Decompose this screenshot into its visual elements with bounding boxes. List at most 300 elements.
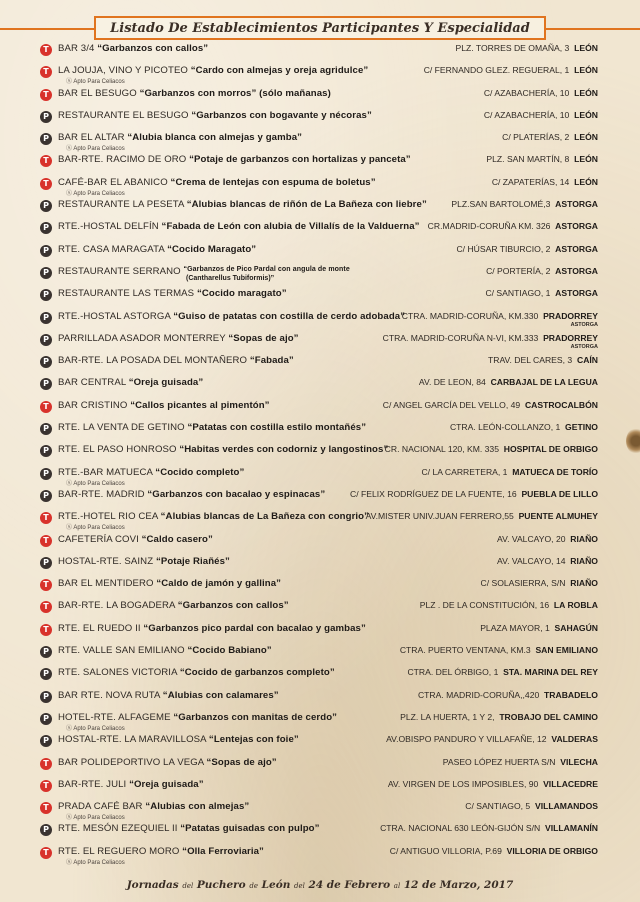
dish-name: “Fabada de León con alubia de Villalís de la Valduerna” [161,221,420,233]
entry-address [383,400,598,410]
footer-part: 12 de Marzo, 2017 [403,879,514,891]
establishment-name: RTE. EL RUEDO II [58,622,141,634]
establishment-name: RESTAURANTE LA PESETA [58,199,184,211]
title-wrap [0,16,640,40]
city-name: CARBAJAL DE LA LEGUA [490,377,598,388]
city-name: ASTORGA [555,243,598,254]
entry-main [58,199,427,210]
footer-part: Jornadas [126,879,179,891]
entry-main [58,623,366,634]
footer-part: León [261,879,291,891]
dish-name: “Lentejas con foie” [208,734,299,746]
plato-badge-icon: P [40,423,52,435]
establishment-list [36,41,600,866]
plato-badge-icon: P [40,668,52,680]
city-name: RIAÑO [570,578,598,589]
address-text: C/ PLATERÍAS, 2 [502,132,570,143]
establishment-name: BAR EL BESUGO [58,87,137,99]
entry-address [502,132,598,142]
list-item [36,108,600,130]
dish-name: “Patatas con costilla estilo montañés” [187,422,367,434]
plato-badge-icon: P [40,334,52,346]
establishment-name: HOSTAL-RTE. LA MARAVILLOSA [58,734,207,746]
establishment-name: HOSTAL-RTE. SAINZ [58,555,154,567]
city-name: VILECHA [560,756,598,767]
dish-name: “Fabada” [249,355,294,367]
entry-address [451,199,598,209]
entry-main [58,534,213,545]
entry-address [484,110,598,120]
entry-main [58,444,388,455]
page-title: Listado De Establecimientos Participantes Y Especialidad [94,16,546,40]
address-text: AV.OBISPO PANDURO Y VILLAFAÑE, 12 [386,734,547,745]
dish-name: “Potaje de garbanzos con hortalizas y panceta” [189,154,411,166]
footer-part: del [182,882,194,890]
tapa-badge-icon: T [40,66,52,78]
entry-main [58,467,244,478]
address-text: PLZ. SAN MARTÍN, 8 [486,154,570,165]
tapa-badge-icon: T [40,44,52,56]
city-name: VILLORIA DE ORBIGO [506,845,598,856]
city-name: PUENTE ALMUHEY [518,511,598,522]
address-text: AV.MISTER UNIV.JUAN FERRERO,55 [365,511,514,522]
city-name: LEÓN [574,132,598,143]
decorative-stain [626,428,640,454]
list-item [36,398,600,420]
entry-address [497,556,598,566]
entry-main [58,177,376,188]
dish-name: “Sopas de ajo” [206,756,277,768]
entry-main [58,132,302,143]
entry-address [456,43,598,53]
city-name: HOSPITAL DE ORBIGO [503,444,598,455]
celiac-note: Ⓢ Apto Para Celiacos [66,815,125,822]
dish-name: “Garbanzos con callos” [177,600,289,612]
list-item [36,755,600,777]
address-text: CTRA. LEÓN-COLLANZO, 1 [449,422,561,433]
dish-name: “Garbanzos con morros” (sólo mañanas) [139,87,331,99]
entry-main [58,333,299,344]
address-text: C/ HÚSAR TIBURCIO, 2 [456,243,551,254]
list-item [36,420,600,442]
tapa-badge-icon: T [40,624,52,636]
city-name: LEÓN [574,176,598,187]
entry-main [58,88,331,99]
establishment-name: BAR-RTE. RACIMO DE ORO [58,154,187,166]
entry-main [58,690,279,701]
city-name: TRABADELO [544,689,598,700]
establishment-name: RTE. LA VENTA DE GETINO [58,422,185,434]
establishment-name: RTE.-HOSTAL ASTORGA [58,310,171,322]
entry-main [58,734,299,745]
entry-address [385,444,598,454]
list-item [36,688,600,710]
celiac-note: Ⓢ Apto Para Celiacos [66,190,125,197]
city-name: ASTORGA [555,288,598,299]
entry-main [58,110,372,121]
city-name: ASTORGA [555,221,598,232]
establishment-name: BAR RTE. NOVA RUTA [58,689,161,701]
entry-address [488,355,598,365]
establishment-name: RESTAURANTE EL BESUGO [58,109,189,121]
city-name: SAN EMILIANO [535,645,598,656]
plato-badge-icon: P [40,490,52,502]
establishment-name: CAFETERÍA COVI [58,533,139,545]
address-text: C/ FERNANDO GLEZ. REGUERAL, 1 [423,65,570,76]
entry-main [58,578,281,589]
entry-address [386,734,598,744]
address-text: C/ LA CARRETERA, 1 [421,466,508,477]
entry-address [481,578,599,588]
entry-address [390,846,598,856]
entry-address [420,600,598,610]
list-item [36,197,600,219]
entry-main [58,489,325,500]
tapa-badge-icon: T [40,535,52,547]
entry-address [407,667,598,677]
address-text: C/ SANTIAGO, 5 [465,801,531,812]
establishment-name: BAR POLIDEPORTIVO LA VEGA [58,756,204,768]
plato-badge-icon: P [40,735,52,747]
city-name: LEÓN [574,43,598,53]
list-item [36,487,600,509]
list-item [36,532,600,554]
address-text: PASEO LÓPEZ HUERTA S/N [442,756,556,767]
city-name: LEÓN [574,109,598,120]
city-name: CAÍN [576,355,598,366]
tapa-badge-icon: T [40,601,52,613]
entry-address [428,221,598,231]
city-sub: ASTORGA [570,343,598,350]
city-name: RIAÑO [570,533,598,544]
entry-address [497,534,598,544]
list-item [36,665,600,687]
city-name: PUEBLA DE LILLO [521,488,598,499]
address-text: CTRA. DEL ÓRBIGO, 1 [407,667,499,678]
establishment-name: RTE. VALLE SAN EMILIANO [58,645,185,657]
dish-name: “Oreja guisada” [128,377,204,389]
entry-main [58,712,337,723]
establishment-name: BAR EL MENTIDERO [58,578,154,590]
entry-main [58,400,270,411]
address-text: PLAZA MAYOR, 1 [480,622,550,633]
plato-badge-icon: P [40,356,52,368]
entry-address [421,467,598,477]
establishment-name: BAR-RTE. LA BOGADERA [58,600,175,612]
tapa-badge-icon: T [40,178,52,190]
dish-name: “Callos picantes al pimentón” [130,399,270,411]
entry-main [58,288,287,299]
address-text: C/ AZABACHERÍA, 10 [483,87,570,98]
address-text: AV. VALCAYO, 14 [497,555,566,566]
establishment-name: BAR-RTE. JULI [58,778,127,790]
dish-name: “Alubias con almejas” [145,801,250,813]
plato-badge-icon: P [40,824,52,836]
list-item [36,242,600,264]
establishment-name: RTE. EL REGUERO MORO [58,845,180,857]
list-item [36,219,600,241]
entry-address [419,377,598,387]
dish-name: “Sopas de ajo” [228,332,299,344]
dish-name: “Olla Ferroviaria” [182,845,264,857]
dish-name: “Alubias blancas de La Bañeza con congrio” [160,511,370,523]
footer-part: al [393,882,401,890]
dish-name: “Garbanzos con manitas de cerdo” [173,711,338,723]
entry-main [58,355,294,366]
city-name: LA ROBLA [553,600,598,611]
entry-address [424,65,598,75]
plato-badge-icon: P [40,133,52,145]
plato-badge-icon: P [40,222,52,234]
list-item [36,598,600,620]
address-text: PLZ.SAN BARTOLOMÉ,3 [451,199,551,210]
list-item [36,777,600,799]
entry-address [443,757,598,767]
establishment-name: RESTAURANTE LAS TERMAS [58,288,195,300]
entry-main [58,65,368,76]
city-name: MATUECA DE TORÍO [512,466,598,477]
entry-address [486,266,598,276]
city-name: LEÓN [574,87,598,98]
tapa-badge-icon: T [40,401,52,413]
establishment-name: RTE. SALONES VICTORIA [58,667,178,679]
city-name: VILLACEDRE [543,778,598,789]
list-item [36,130,600,152]
entry-main [58,221,420,232]
dish-name: “Caldo de jamón y gallina” [156,578,282,590]
address-text: C/ PORTERÍA, 2 [486,265,551,276]
address-text: C/ ANTIGUO VILLORIA, P.69 [389,845,502,856]
dish-name: “Potaje Riañés” [155,555,230,567]
entry-main [58,846,264,857]
address-text: C/ FELIX RODRÍGUEZ DE LA FUENTE, 16 [350,488,517,499]
establishment-name: BAR-RTE. MADRID [58,488,145,500]
list-item [36,621,600,643]
dish-name: “Garbanzos con bacalao y espinacas” [147,488,326,500]
address-text: TRAV. DEL CARES, 3 [487,355,573,366]
plato-badge-icon: P [40,557,52,569]
dish-name: “Garbanzos de Pico Pardal con angula de monte [183,265,350,273]
city-name: RIAÑO [570,555,598,566]
tapa-badge-icon: T [40,89,52,101]
list-item [36,86,600,108]
tapa-badge-icon: T [40,512,52,524]
establishment-name: BAR EL ALTAR [58,132,125,144]
address-text: AV. DE LEON, 84 [418,377,486,388]
address-text: PLZ. TORRES DE OMAÑA, 3 [455,43,570,53]
footer [0,879,640,891]
dish-name: “Cocido Babiano” [187,645,272,657]
entry-main [58,311,405,322]
list-item [36,844,600,866]
address-text: PLZ. LA HUERTA, 1 Y 2, [400,711,495,722]
dish-name: “Cardo con almejas y oreja agridulce” [190,65,369,77]
plato-badge-icon: P [40,245,52,257]
list-item [36,799,600,821]
footer-part: del [293,882,305,890]
address-text: C/ ZAPATERÍAS, 14 [491,176,570,187]
plato-badge-icon: P [40,378,52,390]
city-name: ASTORGA [555,199,598,210]
plato-badge-icon: P [40,445,52,457]
celiac-note: Ⓢ Apto Para Celiacos [66,146,125,153]
tapa-badge-icon: T [40,155,52,167]
entry-address [456,244,598,254]
plato-badge-icon: P [40,200,52,212]
entry-main [58,377,203,388]
establishment-name: RESTAURANTE SERRANO [58,265,181,277]
list-item [36,732,600,754]
address-text: CTRA. PUERTO VENTANA, KM.3 [399,645,531,656]
dish-name: “Oreja guisada” [129,778,204,790]
list-item [36,264,600,286]
entry-main [58,757,277,768]
entry-address [402,311,598,321]
plato-badge-icon: P [40,289,52,301]
address-text: C/ SANTIAGO, 1 [485,288,551,299]
entry-address [400,645,598,655]
address-text: CR.MADRID-CORUÑA KM. 326 [427,221,551,232]
city-name: SAHAGÚN [554,622,598,633]
establishment-name: RTE. CASA MARAGATA [58,243,165,255]
plato-badge-icon: P [40,713,52,725]
entry-main [58,667,335,678]
tapa-badge-icon: T [40,802,52,814]
address-text: AV. VALCAYO, 20 [497,533,566,544]
dish-name: “Garbanzos pico pardal con bacalao y gambas” [143,622,366,634]
list-item [36,375,600,397]
entry-address [485,288,598,298]
entry-address [388,779,598,789]
entry-main [58,823,320,834]
address-text: C/ ANGEL GARCÍA DEL VELLO, 49 [382,399,521,410]
dish-name: “Cocido Maragato” [167,243,257,255]
celiac-note: Ⓢ Apto Para Celiacos [66,859,125,866]
footer-part: de [249,882,258,890]
tapa-badge-icon: T [40,579,52,591]
plato-badge-icon: P [40,111,52,123]
tapa-badge-icon: T [40,758,52,770]
celiac-note: Ⓢ Apto Para Celiacos [66,79,125,86]
entry-address [380,823,598,833]
list-item [36,309,600,331]
establishment-name: RTE. EL PASO HONROSO [58,444,177,456]
tapa-badge-icon: T [40,780,52,792]
establishment-name: RTE.-BAR MATUECA [58,466,153,478]
celiac-note: Ⓢ Apto Para Celiacos [66,725,125,732]
city-name: VALDERAS [551,734,598,745]
dish-name: “Cocido maragato” [196,288,287,300]
establishment-name: BAR CENTRAL [58,377,126,389]
plato-badge-icon: P [40,468,52,480]
entry-main [58,600,289,611]
footer-part: 24 de Febrero [308,879,391,891]
city-name: VILLAMANDOS [534,801,598,812]
entry-address [484,88,598,98]
list-item [36,152,600,174]
city-name: CASTROCALBÓN [524,399,598,410]
list-item [36,175,600,197]
entry-address [400,712,598,722]
city-name: TROBAJO DEL CAMINO [499,711,598,722]
establishment-name: RTE.-HOSTAL DELFÍN [58,221,159,233]
dish-name: “Garbanzos con bogavante y nécoras” [191,109,372,121]
address-text: C/ AZABACHERÍA, 10 [483,109,570,120]
city-name: STA. MARINA DEL REY [503,667,598,678]
establishment-name: LA JOUJA, VINO Y PICOTEO [58,65,188,77]
footer-part: Puchero [196,879,246,891]
entry-main [58,244,256,255]
address-text: CR. NACIONAL 120, KM. 335 [384,444,499,455]
address-text: CTRA. NACIONAL 630 LEÓN-GIJÓN S/N [380,823,541,834]
plato-badge-icon: P [40,691,52,703]
tapa-badge-icon: T [40,847,52,859]
dish-name: “Caldo casero” [141,533,213,545]
entry-address [480,623,598,633]
entry-main [58,422,366,433]
city-name: ASTORGA [555,265,598,276]
address-text: C/ SOLASIERRA, S/N [480,578,566,589]
establishment-name: RTE.-HOTEL RIO CEA [58,511,158,523]
list-item [36,353,600,375]
city-name: LEÓN [574,65,598,76]
dish-name: “Cocido de garbanzos completo” [179,667,335,679]
list-item [36,643,600,665]
dish-name: “Alubias blancas de riñón de La Bañeza con liebre” [186,199,427,211]
list-item [36,41,600,63]
list-item [36,331,600,353]
entry-main [58,779,204,790]
city-name: PRADORREY [543,310,598,321]
entry-address [383,333,598,343]
city-name: VILLAMANÍN [545,823,598,834]
list-item [36,821,600,843]
city-sub: ASTORGA [570,321,598,328]
list-item [36,63,600,85]
entry-address [492,177,598,187]
dish-name-continued: (Cantharellus Tubiformis)” [186,274,275,282]
entry-address [350,489,598,499]
entry-main [58,801,249,812]
plato-badge-icon: P [40,267,52,279]
entry-address [418,690,598,700]
celiac-note: Ⓢ Apto Para Celiacos [66,480,125,487]
city-name: PRADORREY [543,332,598,343]
dish-name: “Guiso de patatas con costilla de cerdo adobada” [173,310,406,322]
dish-name: “Cocido completo” [155,466,245,478]
dish-name: “Habitas verdes con codorniz y langostinos” [179,444,389,456]
address-text: PLZ . DE LA CONSTITUCIÓN, 16 [419,600,550,611]
entry-main [58,43,208,54]
establishment-name: PRADA CAFÉ BAR [58,801,143,813]
plato-badge-icon: P [40,312,52,324]
address-text: AV. VIRGEN DE LOS IMPOSIBLES, 90 [387,778,539,789]
dish-name: “Alubias con calamares” [162,689,279,701]
establishment-name: HOTEL-RTE. ALFAGEME [58,711,171,723]
dish-name: “Crema de lentejas con espuma de boletus” [170,176,376,188]
celiac-note: Ⓢ Apto Para Celiacos [66,525,125,532]
entry-main [58,645,272,656]
establishment-name: PARRILLADA ASADOR MONTERREY [58,332,226,344]
dish-name: “Garbanzos con callos” [97,43,209,54]
entry-main [58,511,369,522]
establishment-name: RTE. MESÓN EZEQUIEL II [58,823,178,835]
list-item [36,509,600,531]
list-item [36,442,600,464]
entry-address [450,422,598,432]
city-name: LEÓN [574,154,598,165]
establishment-name: CAFÉ-BAR EL ABANICO [58,176,168,188]
